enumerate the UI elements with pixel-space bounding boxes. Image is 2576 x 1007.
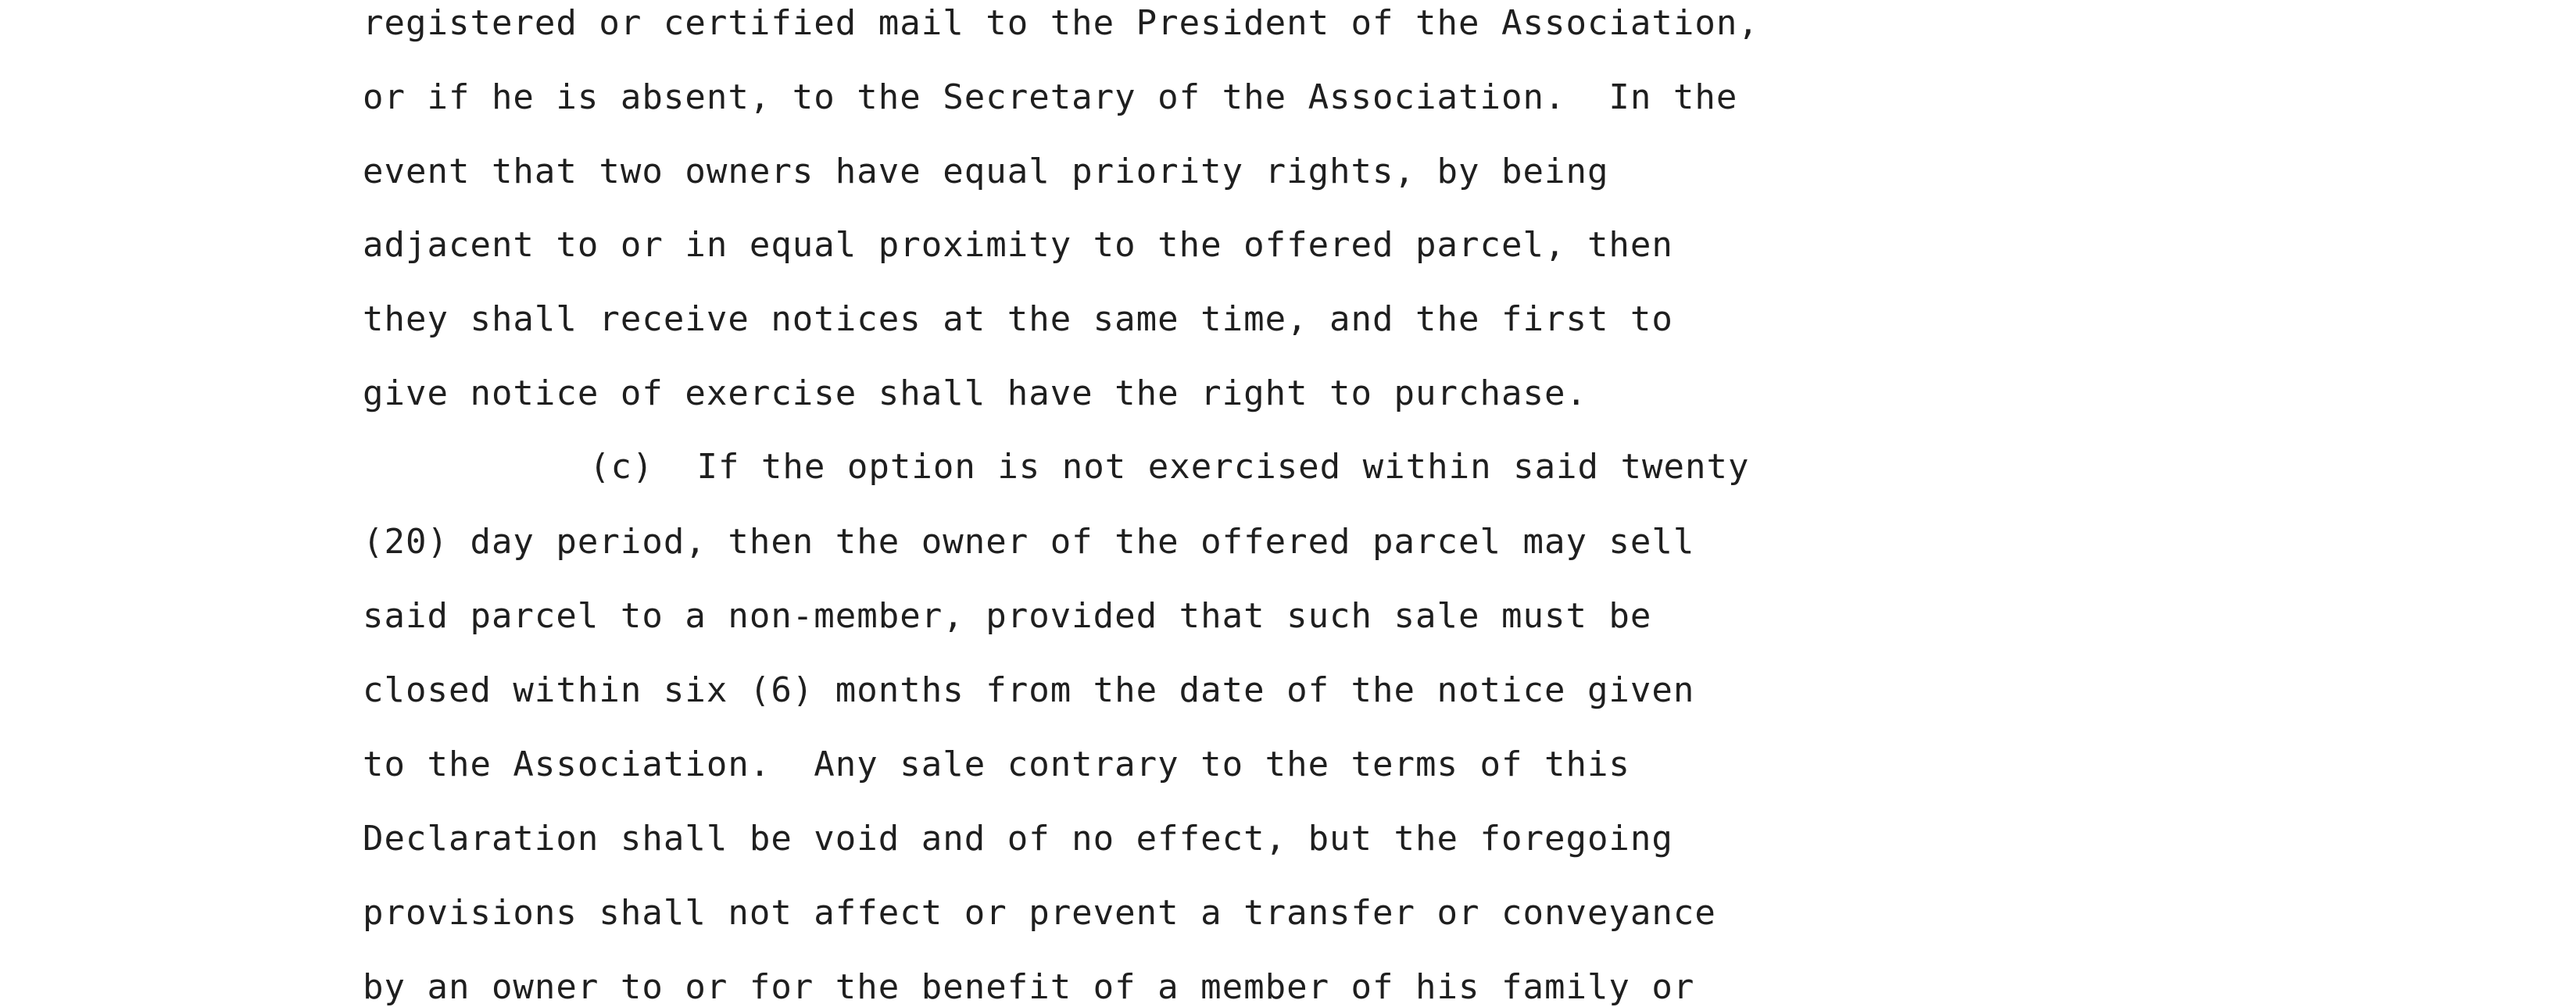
text-line: or if he is absent, to the Secretary of the Association. In the <box>363 77 1738 117</box>
text-line: Declaration shall be void and of no effect, but the foregoing <box>363 819 1673 859</box>
text-line: to the Association. Any sale contrary to the terms of this <box>363 745 1630 784</box>
text-line: they shall receive notices at the same time, and the first to <box>363 299 1673 339</box>
text-line: said parcel to a non-member, provided that such sale must be <box>363 596 1652 636</box>
text-line: event that two owners have equal priority rights, by being <box>363 152 1609 191</box>
text-line: adjacent to or in equal proximity to the offered parcel, then <box>363 225 1673 265</box>
text-line: provisions shall not affect or prevent a transfer or conveyance <box>363 893 1716 933</box>
text-line: give notice of exercise shall have the right to purchase. <box>363 373 1587 413</box>
text-line: closed within six (6) months from the date of the notice given <box>363 670 1695 710</box>
text-line: registered or certified mail to the President of the Association, <box>363 3 1759 43</box>
paragraph-c-first-line: (c) If the option is not exercised within said twenty <box>589 447 1750 487</box>
text-line: (20) day period, then the owner of the offered parcel may sell <box>363 522 1695 562</box>
text-line: by an owner to or for the benefit of a member of his family or <box>363 967 1695 1007</box>
